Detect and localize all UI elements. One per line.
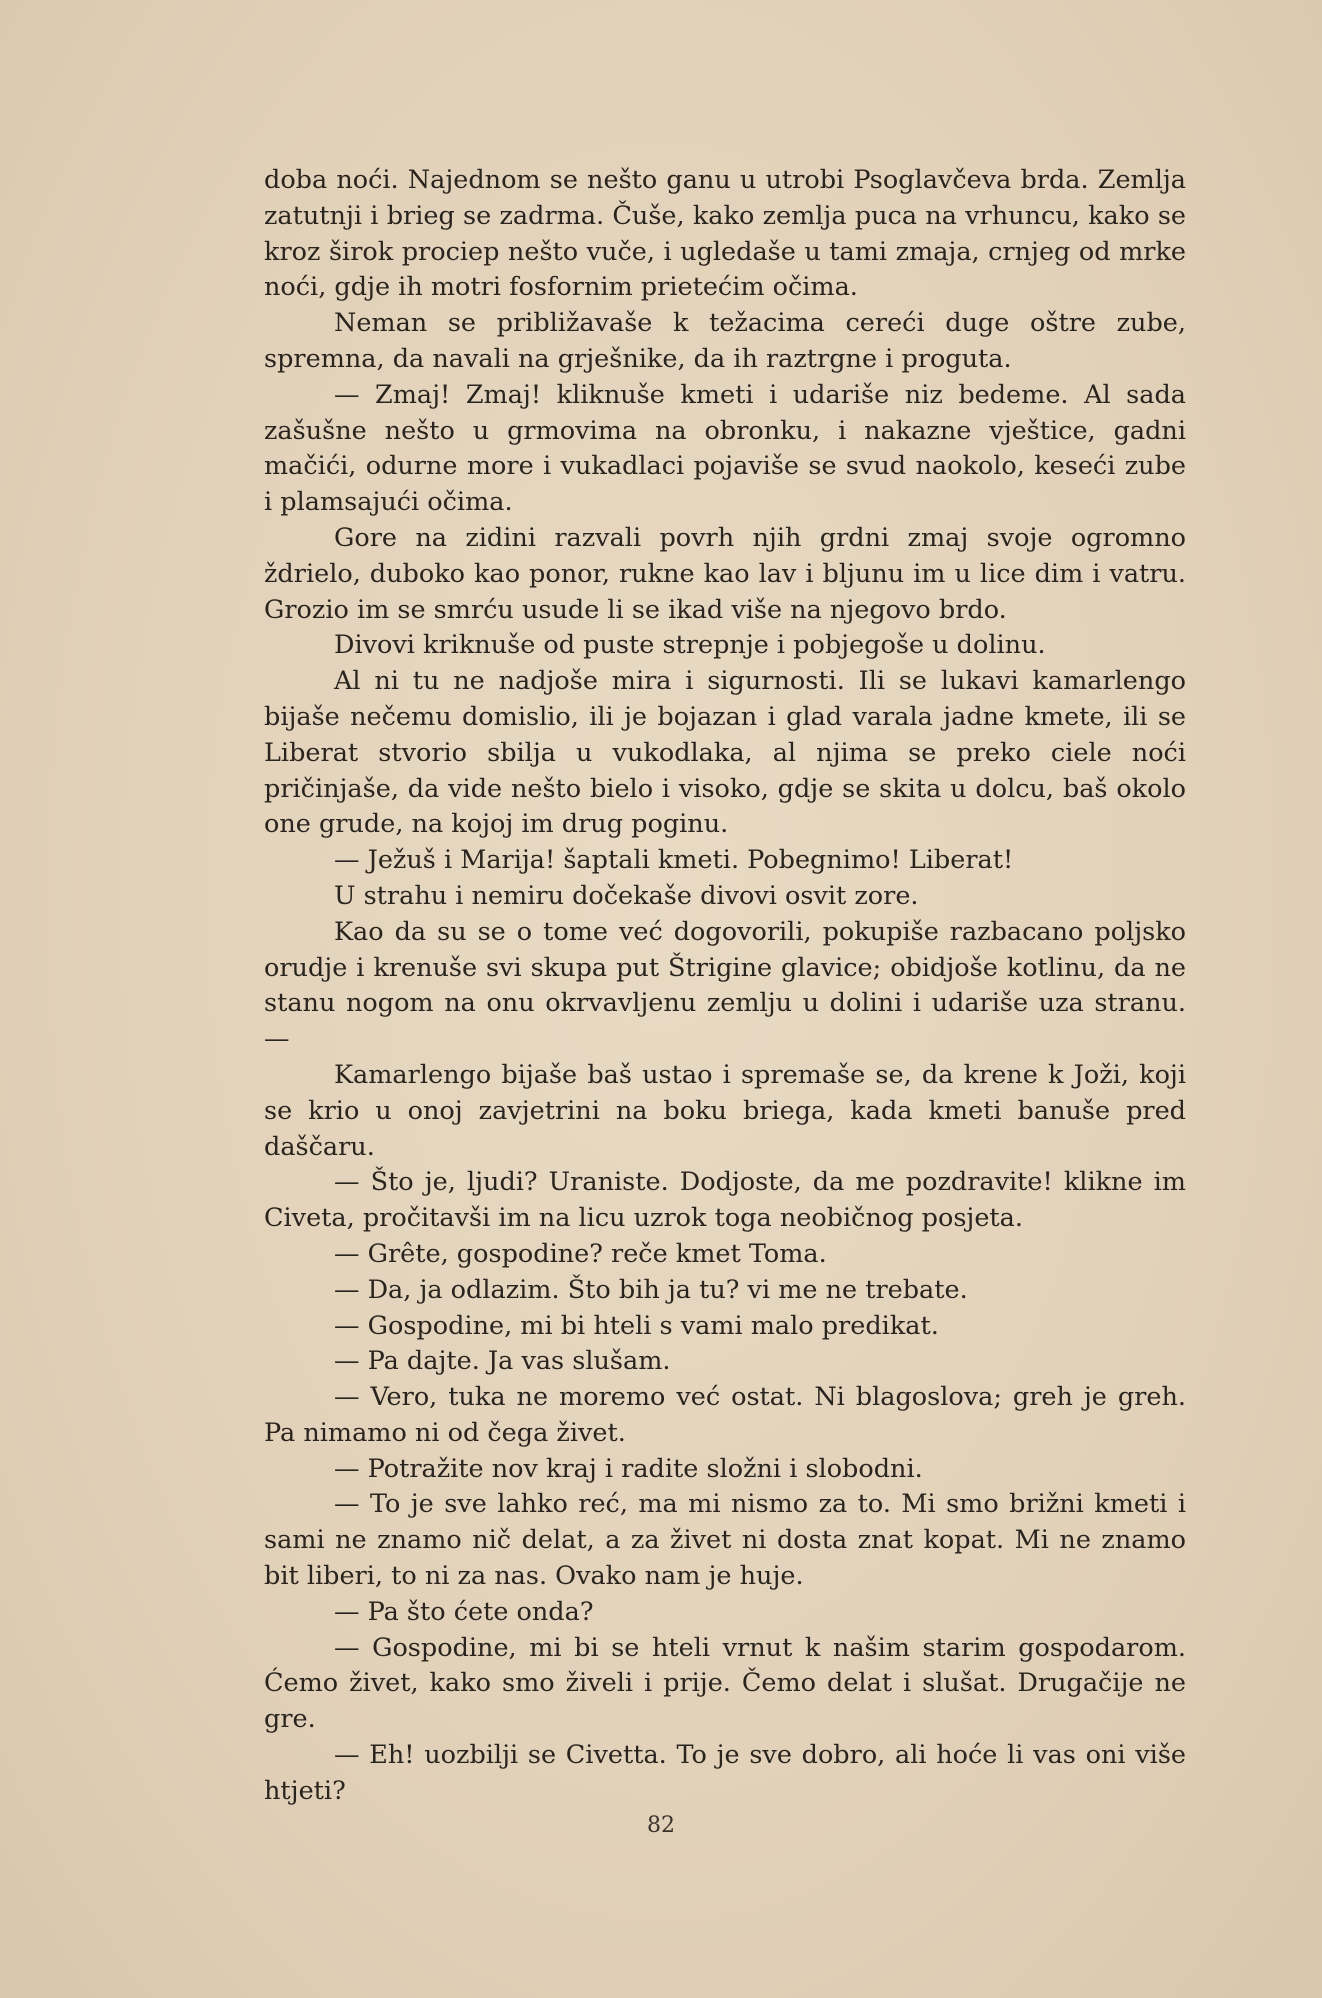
paragraph: — Eh! uozbilji se Civetta. To je sve dobro, ali hoće li vas oni više htjeti?: [264, 1740, 1186, 1806]
paragraph: — Grête, gospodine? reče kmet Toma.: [334, 1238, 827, 1269]
paragraph: Al ni tu ne nadjoše mira i sigurnosti. Ili se lukavi kamarlengo bijaše nečemu domislio, ili je bojazan i glad varala jadne kmete, ili se Liberat stvorio sbilja u vukodlaka, al njima se preko ciele noći pričinjaše, da vide nešto bielo i visoko, gdje se skita u dolcu, baš okolo one grude, na kojoj im drug poginu.: [264, 666, 1186, 840]
page-number: 82: [647, 1813, 675, 1838]
paragraph: — Gospodine, mi bi hteli s vami malo predikat.: [334, 1310, 939, 1341]
paragraph: — Gospodine, mi bi se hteli vrnut k našim starim gospodarom. Ćemo živet, kako smo živeli i prije. Čemo delat i slušat. Drugačije ne gre.: [264, 1632, 1186, 1735]
paragraph: Divovi kriknuše od puste strepnje i pobjegoše u dolinu.: [334, 630, 1046, 661]
paragraph: — Pa dajte. Ja vas slušam.: [334, 1346, 671, 1377]
paragraph: — Da, ja odlazim. Što bih ja tu? vi me ne trebate.: [334, 1274, 968, 1305]
paragraph: — To je sve lahko reć, ma mi nismo za to. Mi smo brižni kmeti i sami ne znamo nič delat, a za živet ni dosta znat kopat. Mi ne znamo bit liberi, to ni za nas. Ovako nam je huje.: [264, 1489, 1186, 1592]
paragraph: Kamarlengo bijaše baš ustao i spremaše se, da krene k Joži, koji se krio u onoj zavjetrini na boku briega, kada kmeti banuše pred daščaru.: [264, 1059, 1186, 1162]
paragraph: U strahu i nemiru dočekaše divovi osvit zore.: [334, 880, 919, 911]
body-text: [264, 163, 1186, 1810]
paragraph: — Što je, ljudi? Uraniste. Dodjoste, da me pozdravite! klikne im Civeta, pročitavši im na licu uzrok toga neobičnog posjeta.: [264, 1167, 1186, 1234]
paragraph: doba noći. Najednom se nešto ganu u utrobi Psoglavčeva brda. Zemlja zatutnji i brieg se zadrma. Čuše, kako zemlja puca na vrhuncu, kako se kroz širok prociep nešto vuče, i ugledaše u tami zmaja, crnjeg od mrke noći, gdje ih motri fosfornim prietećim očima.: [264, 165, 1186, 303]
paragraph: Neman se približavaše k težacima cereći duge oštre zube, spremna, da navali na grješnike, da ih raztrgne i proguta.: [264, 308, 1186, 374]
paragraph: — Vero, tuka ne moremo već ostat. Ni blagoslova; greh je greh. Pa nimamo ni od čega živet.: [264, 1382, 1186, 1448]
paragraph: — Zmaj! Zmaj! kliknuše kmeti i udariše niz bedeme. Al sada zašušne nešto u grmovima na obronku, i nakazne vještice, gadni mačići, odurne more i vukadlaci pojaviše se svud naokolo, keseći zube i plamsajući očima.: [264, 379, 1186, 518]
paragraph: — Ježuš i Marija! šaptali kmeti. Pobegnimo! Liberat!: [334, 845, 1014, 876]
paragraph: Gore na zidini razvali povrh njih grdni zmaj svoje ogromno ždrielo, duboko kao ponor, rukne kao lav i bljunu im u lice dim i vatru. Grozio im se smrću usude li se ikad više na njegovo brdo.: [264, 522, 1186, 625]
paragraph: — Potražite nov kraj i radite složni i slobodni.: [334, 1453, 923, 1484]
paragraph: Kao da su se o tome već dogovorili, pokupiše razbacano poljsko orudje i krenuše svi skupa put Štrigine glavice; obidjoše kotlinu, da ne stanu nogom na onu okrvavljenu zemlju u dolini i udariše uza stranu. —: [264, 916, 1186, 1055]
paragraph: — Pa što ćete onda?: [334, 1596, 594, 1627]
